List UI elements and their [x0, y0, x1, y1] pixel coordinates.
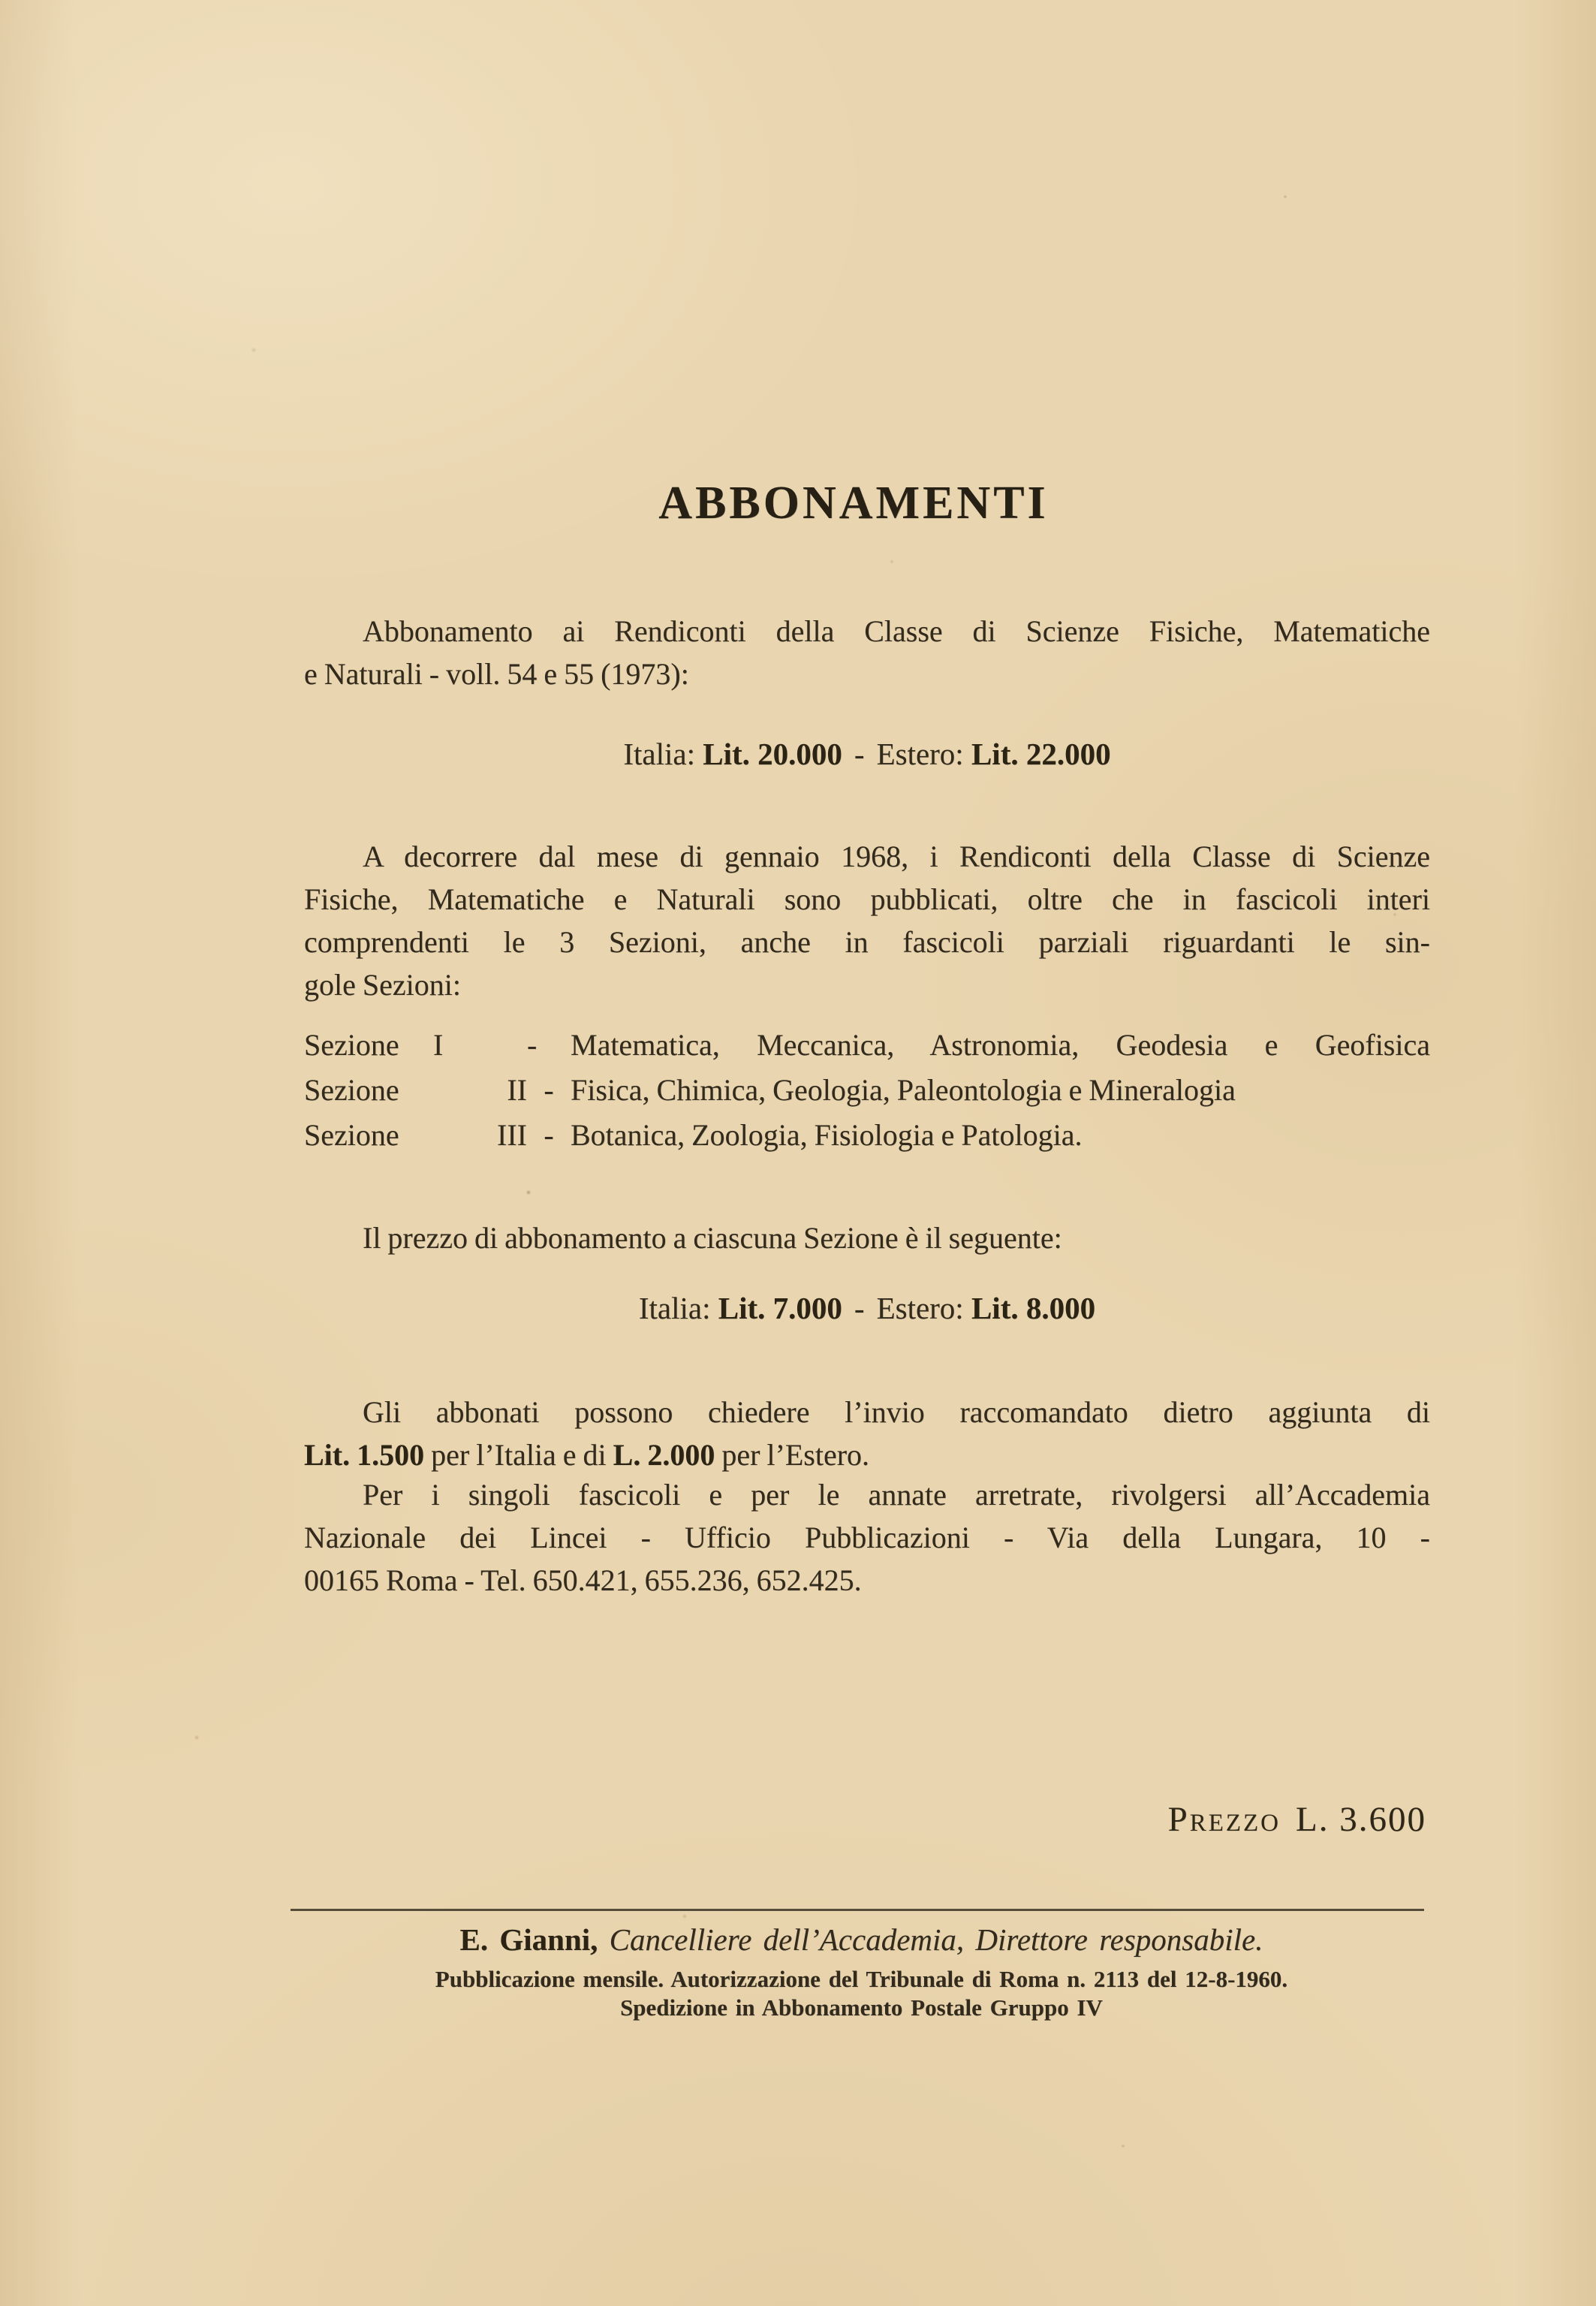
page-title: ABBONAMENTI: [658, 478, 1049, 529]
registered-mail-price-italy: Lit. 1.500: [304, 1438, 425, 1472]
paragraph-text: per l’Italia e di: [424, 1438, 613, 1472]
paragraph-line: Nazionale dei Lincei - Ufficio Pubblicazioni - Via della Lungara, 10 -: [304, 1521, 1430, 1554]
section-numeral: III: [497, 1118, 527, 1152]
raccomandato-paragraph: [304, 1391, 1430, 1476]
paragraph-line: gole Sezioni:: [304, 968, 461, 1002]
divider-rule: [291, 1909, 1424, 1911]
sections-list: [304, 1023, 1430, 1158]
section-label: Sezione: [304, 1073, 399, 1107]
section-fields: Fisica, Chimica, Geologia, Paleontologia e Mineralogia: [571, 1073, 1236, 1107]
cover-price-value: L. 3.600: [1296, 1800, 1426, 1839]
paragraph-line: comprendenti le 3 Sezioni, anche in fascicoli parziali riguardanti le sin-: [304, 925, 1430, 959]
italy-label: Italia:: [638, 1291, 711, 1325]
footer-authorization-line: Pubblicazione mensile. Autorizzazione del Tribunale di Roma n. 2113 del 12-8-1960.: [435, 1966, 1288, 1992]
paragraph-line: 00165 Roma - Tel. 650.421, 655.236, 652.425.: [304, 1563, 862, 1597]
cover-price: [1168, 1799, 1426, 1840]
section-price-line: [304, 1290, 1430, 1326]
section-numeral: I: [433, 1028, 444, 1062]
paragraph-text: per l’Estero.: [715, 1438, 870, 1472]
paragraph-line: Il prezzo di abbonamento a ciascuna Sezione è il seguente:: [363, 1221, 1062, 1255]
abroad-label: Estero:: [876, 1291, 964, 1325]
price-separator: -: [854, 1291, 865, 1325]
section-numeral: II: [507, 1073, 527, 1107]
paragraph-line: A decorrere dal mese di gennaio 1968, i Rendiconti della Classe di Scienze: [363, 840, 1430, 873]
section-fields: Matematica, Meccanica, Astronomia, Geodesia e Geofisica: [571, 1028, 1430, 1062]
paragraph-line: Per i singoli fascicoli e per le annate arretrate, rivolgersi all’Accademia: [363, 1478, 1430, 1512]
editor-name: E. Gianni,: [459, 1922, 598, 1957]
abroad-price: Lit. 22.000: [971, 737, 1111, 771]
italy-price: Lit. 7.000: [718, 1291, 842, 1325]
volumes-price-line: [304, 736, 1430, 772]
footer-shipping-line: Spedizione in Abbonamento Postale Gruppo IV: [620, 1994, 1103, 2021]
italy-label: Italia:: [623, 737, 695, 771]
section-dash: -: [527, 1028, 538, 1062]
paragraph-line: Gli abbonati possono chiedere l’invio raccomandato dietro aggiunta di: [363, 1395, 1430, 1429]
section-dash: -: [544, 1073, 554, 1107]
decorrere-paragraph: [304, 835, 1430, 1006]
section-row: [304, 1023, 1430, 1068]
editor-titles: Cancelliere dell’Accademia, Direttore responsabile.: [598, 1922, 1263, 1957]
abroad-price: Lit. 8.000: [971, 1291, 1096, 1325]
section-fields: Botanica, Zoologia, Fisiologia e Patologia.: [571, 1118, 1083, 1152]
intro-paragraph: [304, 610, 1430, 695]
section-label: Sezione: [304, 1118, 399, 1152]
abroad-label: Estero:: [876, 737, 964, 771]
italy-price: Lit. 20.000: [703, 737, 842, 771]
paragraph-line: [304, 1433, 1430, 1476]
section-price-intro: [304, 1216, 1430, 1259]
registered-mail-price-abroad: L. 2.000: [613, 1438, 715, 1472]
paragraph-line: Fisiche, Matematiche e Naturali sono pubblicati, oltre che in fascicoli interi: [304, 882, 1430, 916]
section-label: Sezione: [304, 1028, 399, 1062]
section-row: [304, 1068, 1430, 1113]
section-row: [304, 1113, 1430, 1158]
fascicoli-paragraph: [304, 1473, 1430, 1602]
paragraph-line: e Naturali - voll. 54 e 55 (1973):: [304, 657, 689, 691]
paragraph-line: Abbonamento ai Rendiconti della Classe di Scienze Fisiche, Matematiche: [363, 614, 1430, 648]
section-dash: -: [544, 1118, 554, 1152]
footer-editor-line: [282, 1921, 1441, 1958]
cover-price-label: Prezzo: [1167, 1800, 1281, 1839]
price-separator: -: [854, 737, 865, 771]
